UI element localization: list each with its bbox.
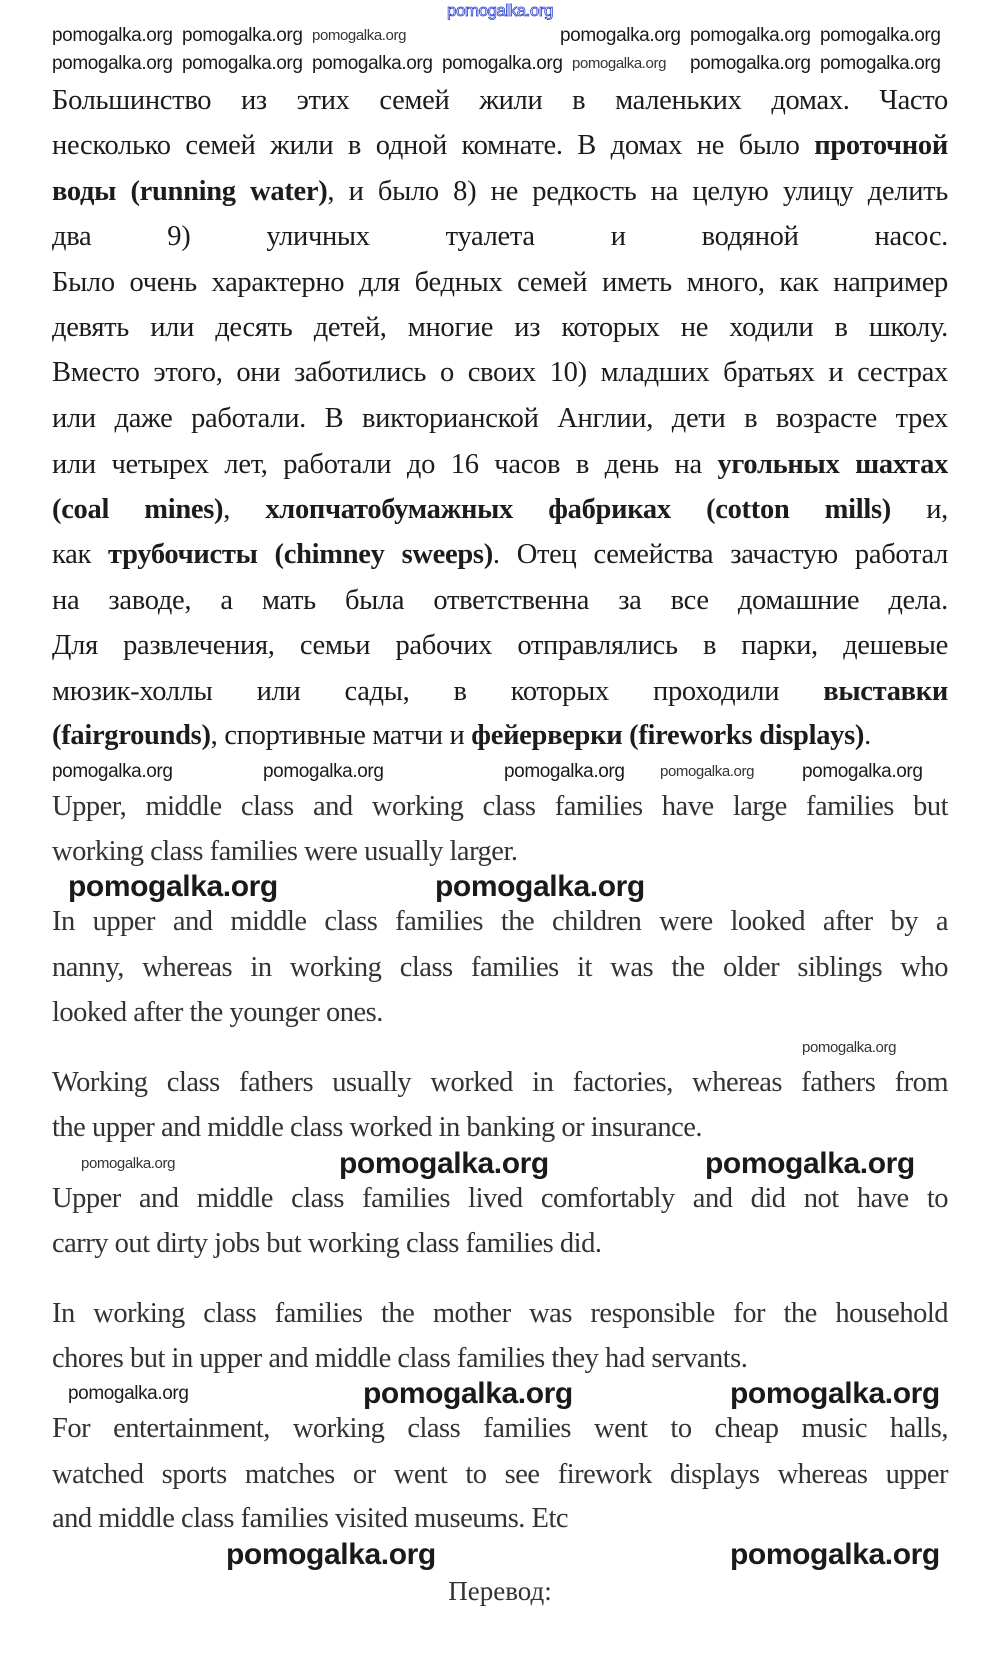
bold-term: (coal mines)	[52, 494, 224, 525]
bold-term: проточной	[814, 130, 948, 161]
watermark-logo: pomogalka.org	[447, 1, 553, 20]
text-line-content	[52, 448, 948, 482]
watermark: pomogalka.org	[68, 1383, 189, 1404]
text-line	[52, 905, 948, 939]
text-line	[52, 835, 948, 869]
watermark: pomogalka.org	[802, 1039, 897, 1056]
text-segment: и,	[890, 494, 948, 525]
text-line-content	[52, 129, 948, 163]
text-line-content: working class families were usually larger.	[52, 836, 518, 867]
text-line-content: the upper and middle class worked in banking or insurance.	[52, 1112, 703, 1143]
text-segment: несколько семей жили в одной комнате. В домах не было	[52, 130, 815, 161]
text-segment: ,	[223, 494, 266, 525]
watermark: pomogalka.org	[820, 53, 941, 74]
watermark: pomogalka.org	[730, 1538, 940, 1571]
text-segment: или даже работали. В викторианской Англии, дети в возрасте трех	[52, 403, 948, 434]
text-segment: Для развлечения, семьи рабочих отправлялись в парки, дешевые	[52, 630, 948, 661]
text-line-content: chores but in upper and middle class families they had servants.	[52, 1343, 748, 1374]
watermark: pomogalka.org	[730, 1377, 940, 1410]
text-line-content	[52, 266, 948, 300]
text-line	[52, 584, 948, 618]
text-segment: . Отец семейства зачастую работал	[492, 539, 948, 570]
watermark: pomogalka.org	[68, 870, 278, 903]
text-segment: , и было 8) не редкость на целую улицу делить	[327, 176, 948, 207]
bold-term: трубочисты (chimney sweeps)	[108, 539, 493, 570]
text-line-content: Upper and middle class families lived comfortably and did not have to	[52, 1183, 948, 1214]
text-line-content: and middle class families visited museums. Etc	[52, 1503, 569, 1534]
text-segment: как	[52, 539, 109, 570]
text-line	[52, 493, 948, 527]
text-line	[52, 311, 948, 345]
text-line	[52, 175, 948, 209]
translation-heading: Перевод:	[448, 1576, 552, 1606]
watermark: pomogalka.org	[504, 761, 625, 782]
text-segment: или четырех лет, работали до 16 часов в день на	[52, 449, 718, 480]
text-line-content	[52, 356, 948, 390]
text-segment: Вместо этого, они заботились о своих 10) младших братьях и сестрах	[52, 357, 948, 388]
text-line-content: looked after the younger ones.	[52, 997, 383, 1028]
watermark: pomogalka.org	[572, 55, 667, 72]
text-line-content: In upper and middle class families the children were looked after by a	[52, 906, 948, 937]
watermark: pomogalka.org	[660, 763, 755, 780]
text-line	[52, 129, 948, 163]
bold-term: воды (running water)	[52, 176, 328, 207]
text-line	[52, 1182, 948, 1216]
text-line	[52, 538, 948, 572]
text-line-content: In working class families the mother was responsible for the household	[52, 1298, 948, 1329]
watermark: pomogalka.org	[820, 25, 941, 46]
bold-term: фейерверки (fireworks displays)	[471, 720, 865, 751]
text-line-content	[52, 220, 948, 254]
text-line	[52, 1227, 948, 1261]
watermark: pomogalka.org	[690, 53, 811, 74]
watermark: pomogalka.org	[52, 761, 173, 782]
text-line-content	[52, 311, 948, 345]
text-line-content	[52, 584, 948, 618]
text-line	[52, 1458, 948, 1492]
bold-term: хлопчатобумажных фабриках (cotton mills)	[265, 494, 891, 525]
text-line-content	[52, 493, 948, 527]
bold-term: выставки	[823, 676, 948, 707]
text-line	[52, 951, 948, 985]
text-segment: Большинство из этих семей жили в маленьких домах. Часто	[52, 85, 948, 116]
watermark: pomogalka.org	[81, 1155, 176, 1172]
text-line	[52, 84, 948, 118]
text-segment: , спортивные матчи и	[210, 720, 472, 751]
text-line	[52, 356, 948, 390]
text-line-content: Upper, middle class and working class families have large families but	[52, 791, 948, 822]
watermark: pomogalka.org	[442, 53, 563, 74]
text-segment: на заводе, а мать была ответственна за все домашние дела.	[52, 585, 948, 616]
text-segment: девять или десять детей, многие из которых не ходили в школу.	[52, 312, 948, 343]
text-line	[52, 402, 948, 436]
watermark: pomogalka.org	[263, 761, 384, 782]
watermark: pomogalka.org	[52, 53, 173, 74]
text-line-content	[52, 538, 948, 572]
text-line-content	[52, 719, 871, 753]
text-segment: мюзик-холлы или сады, в которых проходили	[52, 676, 824, 707]
watermark: pomogalka.org	[312, 53, 433, 74]
watermark: pomogalka.org	[802, 761, 923, 782]
watermark: pomogalka.org	[435, 870, 645, 903]
watermark: pomogalka.org	[52, 25, 173, 46]
text-line-content	[52, 175, 948, 209]
watermark: pomogalka.org	[690, 25, 811, 46]
watermark: pomogalka.org	[560, 25, 681, 46]
text-line-content: Working class fathers usually worked in factories, whereas fathers from	[52, 1067, 948, 1098]
bold-term: угольных шахтах	[717, 449, 948, 480]
text-line	[52, 1297, 948, 1331]
watermark: pomogalka.org	[312, 27, 407, 44]
watermark: pomogalka.org	[339, 1147, 549, 1180]
text-line-content: nanny, whereas in working class families it was the older siblings who	[52, 952, 948, 983]
text-line	[52, 1342, 948, 1376]
text-line	[52, 266, 948, 300]
text-line	[52, 790, 948, 824]
text-line	[52, 448, 948, 482]
text-segment: .	[864, 720, 871, 751]
text-line	[52, 996, 948, 1030]
text-line	[52, 1502, 948, 1536]
text-line	[52, 1412, 948, 1446]
text-line-content: carry out dirty jobs but working class families did.	[52, 1228, 602, 1259]
watermark: pomogalka.org	[363, 1377, 573, 1410]
text-line	[52, 1066, 948, 1100]
text-line-content	[52, 675, 948, 709]
text-line-content: watched sports matches or went to see firework displays whereas upper	[52, 1459, 948, 1490]
text-line-content	[52, 84, 948, 118]
text-line	[52, 719, 948, 753]
watermark: pomogalka.org	[182, 25, 303, 46]
watermark: pomogalka.org	[226, 1538, 436, 1571]
text-segment: два 9) уличных туалета и водяной насос.	[52, 221, 948, 252]
watermark: pomogalka.org	[705, 1147, 915, 1180]
text-line	[52, 629, 948, 663]
bold-term: (fairgrounds)	[52, 720, 211, 751]
text-line-content	[52, 402, 948, 436]
text-segment: Было очень характерно для бедных семей иметь много, как например	[52, 267, 948, 298]
text-line-content: For entertainment, working class families went to cheap music halls,	[52, 1413, 948, 1444]
text-line	[52, 220, 948, 254]
text-line-content	[52, 629, 948, 663]
text-line	[52, 1111, 948, 1145]
text-line	[52, 675, 948, 709]
watermark: pomogalka.org	[182, 53, 303, 74]
